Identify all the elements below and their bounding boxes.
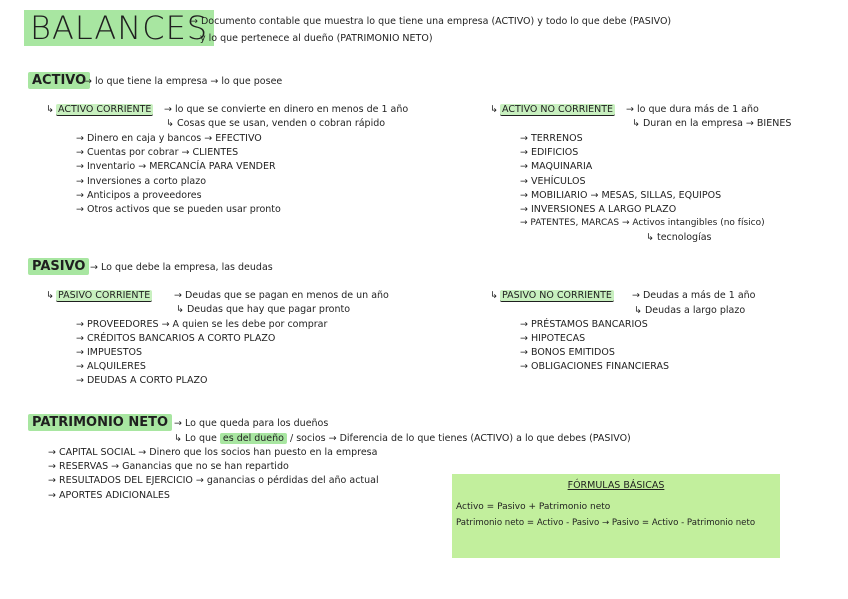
pasivo-no-corriente-item: → OBLIGACIONES FINANCIERAS [520,361,669,372]
pasivo-corriente-item: → DEUDAS A CORTO PLAZO [76,375,208,386]
activo-no-corriente-item: → TERRENOS [520,133,583,144]
pasivo-corriente-subdesc: ↳ Deudas que hay que pagar pronto [176,304,351,315]
activo-description: → lo que tiene la empresa → lo que posee [84,76,283,87]
activo-no-corriente-item: → EDIFICIOS [520,147,579,158]
formulas-box [452,474,780,558]
pasivo-description: → Lo que debe la empresa, las deudas [90,262,273,273]
activo-no-corriente-extra: ↳ tecnologías [646,232,712,243]
intro-line-2: y lo que pertenece al dueño (PATRIMONIO NETO) [200,33,433,44]
patrimonio-item: → CAPITAL SOCIAL → Dinero que los socios han puesto en la empresa [48,447,378,458]
activo-no-corriente-item: → INVERSIONES A LARGO PLAZO [520,204,677,215]
activo-no-corriente-label: ACTIVO NO CORRIENTE [502,104,614,115]
activo-corriente-subdesc: ↳ Cosas que se usan, venden o cobran rápido [166,118,386,129]
activo-no-corriente-subdesc: ↳ Duran en la empresa → BIENES [632,118,792,129]
activo-heading: ACTIVO [28,72,90,89]
patrimonio-desc-2-highlight: es del dueño [220,433,287,444]
patrimonio-desc-2-pre: ↳ Lo que [174,433,217,444]
pasivo-no-corriente-item: → HIPOTECAS [520,333,586,344]
activo-corriente-item: → Otros activos que se pueden usar pronto [76,204,281,215]
activo-no-corriente-item: → MOBILIARIO → MESAS, SILLAS, EQUIPOS [520,190,722,201]
patrimonio-desc: → Lo que queda para los dueños [174,418,329,429]
activo-no-corriente-item: → MAQUINARIA [520,161,593,172]
pasivo-no-corriente-label: PASIVO NO CORRIENTE [502,290,612,301]
activo-corriente-item: → Anticipos a proveedores [76,190,202,201]
pasivo-no-corriente-arrow: ↳ [490,290,498,301]
pasivo-corriente-item: → CRÉDITOS BANCARIOS A CORTO PLAZO [76,333,276,344]
activo-corriente-item: → Dinero en caja y bancos → EFECTIVO [76,133,262,144]
activo-corriente-item: → Cuentas por cobrar → CLIENTES [76,147,239,158]
pasivo-no-corriente-subdesc: ↳ Deudas a largo plazo [634,305,746,316]
activo-corriente-item: → Inversiones a corto plazo [76,176,207,187]
patrimonio-desc-2-post: / socios → Diferencia de lo que tienes (ACTIVO) a lo que debes (PASIVO) [289,433,631,444]
pasivo-heading: PASIVO [28,258,89,275]
pasivo-corriente-arrow: ↳ [46,290,54,301]
patrimonio-desc-2 [174,433,631,444]
formulas-title: FÓRMULAS BÁSICAS [567,480,665,491]
activo-corriente-item: → Inventario → MERCANCÍA PARA VENDER [76,161,276,172]
activo-corriente-arrow: ↳ [46,104,54,115]
activo-no-corriente-arrow: ↳ [490,104,498,115]
pasivo-corriente-item: → ALQUILERES [76,361,146,372]
pasivo-corriente-item: → IMPUESTOS [76,347,143,358]
activo-no-corriente-desc: → lo que dura más de 1 año [626,104,759,115]
patrimonio-item: → RESERVAS → Ganancias que no se han repartido [48,461,289,472]
page-title: BALANCES [24,10,214,46]
intro-line-1: → Documento contable que muestra lo que tiene una empresa (ACTIVO) y todo lo que debe (PASIVO) [190,16,672,27]
patrimonio-item: → APORTES ADICIONALES [48,490,170,501]
pasivo-no-corriente-item: → BONOS EMITIDOS [520,347,615,358]
activo-corriente-desc: → lo que se convierte en dinero en menos de 1 año [164,104,409,115]
formula-line: Activo = Pasivo + Patrimonio neto [456,502,611,512]
pasivo-no-corriente-desc: → Deudas a más de 1 año [632,290,756,301]
activo-no-corriente-item: → PATENTES, MARCAS → Activos intangibles (no físico) [520,218,765,228]
pasivo-corriente-label: PASIVO CORRIENTE [58,290,151,301]
pasivo-corriente-desc: → Deudas que se pagan en menos de un año [174,290,389,301]
pasivo-no-corriente-item: → PRÉSTAMOS BANCARIOS [520,319,648,330]
activo-corriente-label: ACTIVO CORRIENTE [58,104,152,115]
pasivo-corriente-item: → PROVEEDORES → A quien se les debe por comprar [76,319,328,330]
formula-line: Patrimonio neto = Activo - Pasivo → Pasivo = Activo - Patrimonio neto [456,518,756,528]
patrimonio-item: → RESULTADOS DEL EJERCICIO → ganancias o pérdidas del año actual [48,475,379,486]
activo-no-corriente-item: → VEHÍCULOS [520,176,586,187]
patrimonio-heading: PATRIMONIO NETO [28,414,172,431]
